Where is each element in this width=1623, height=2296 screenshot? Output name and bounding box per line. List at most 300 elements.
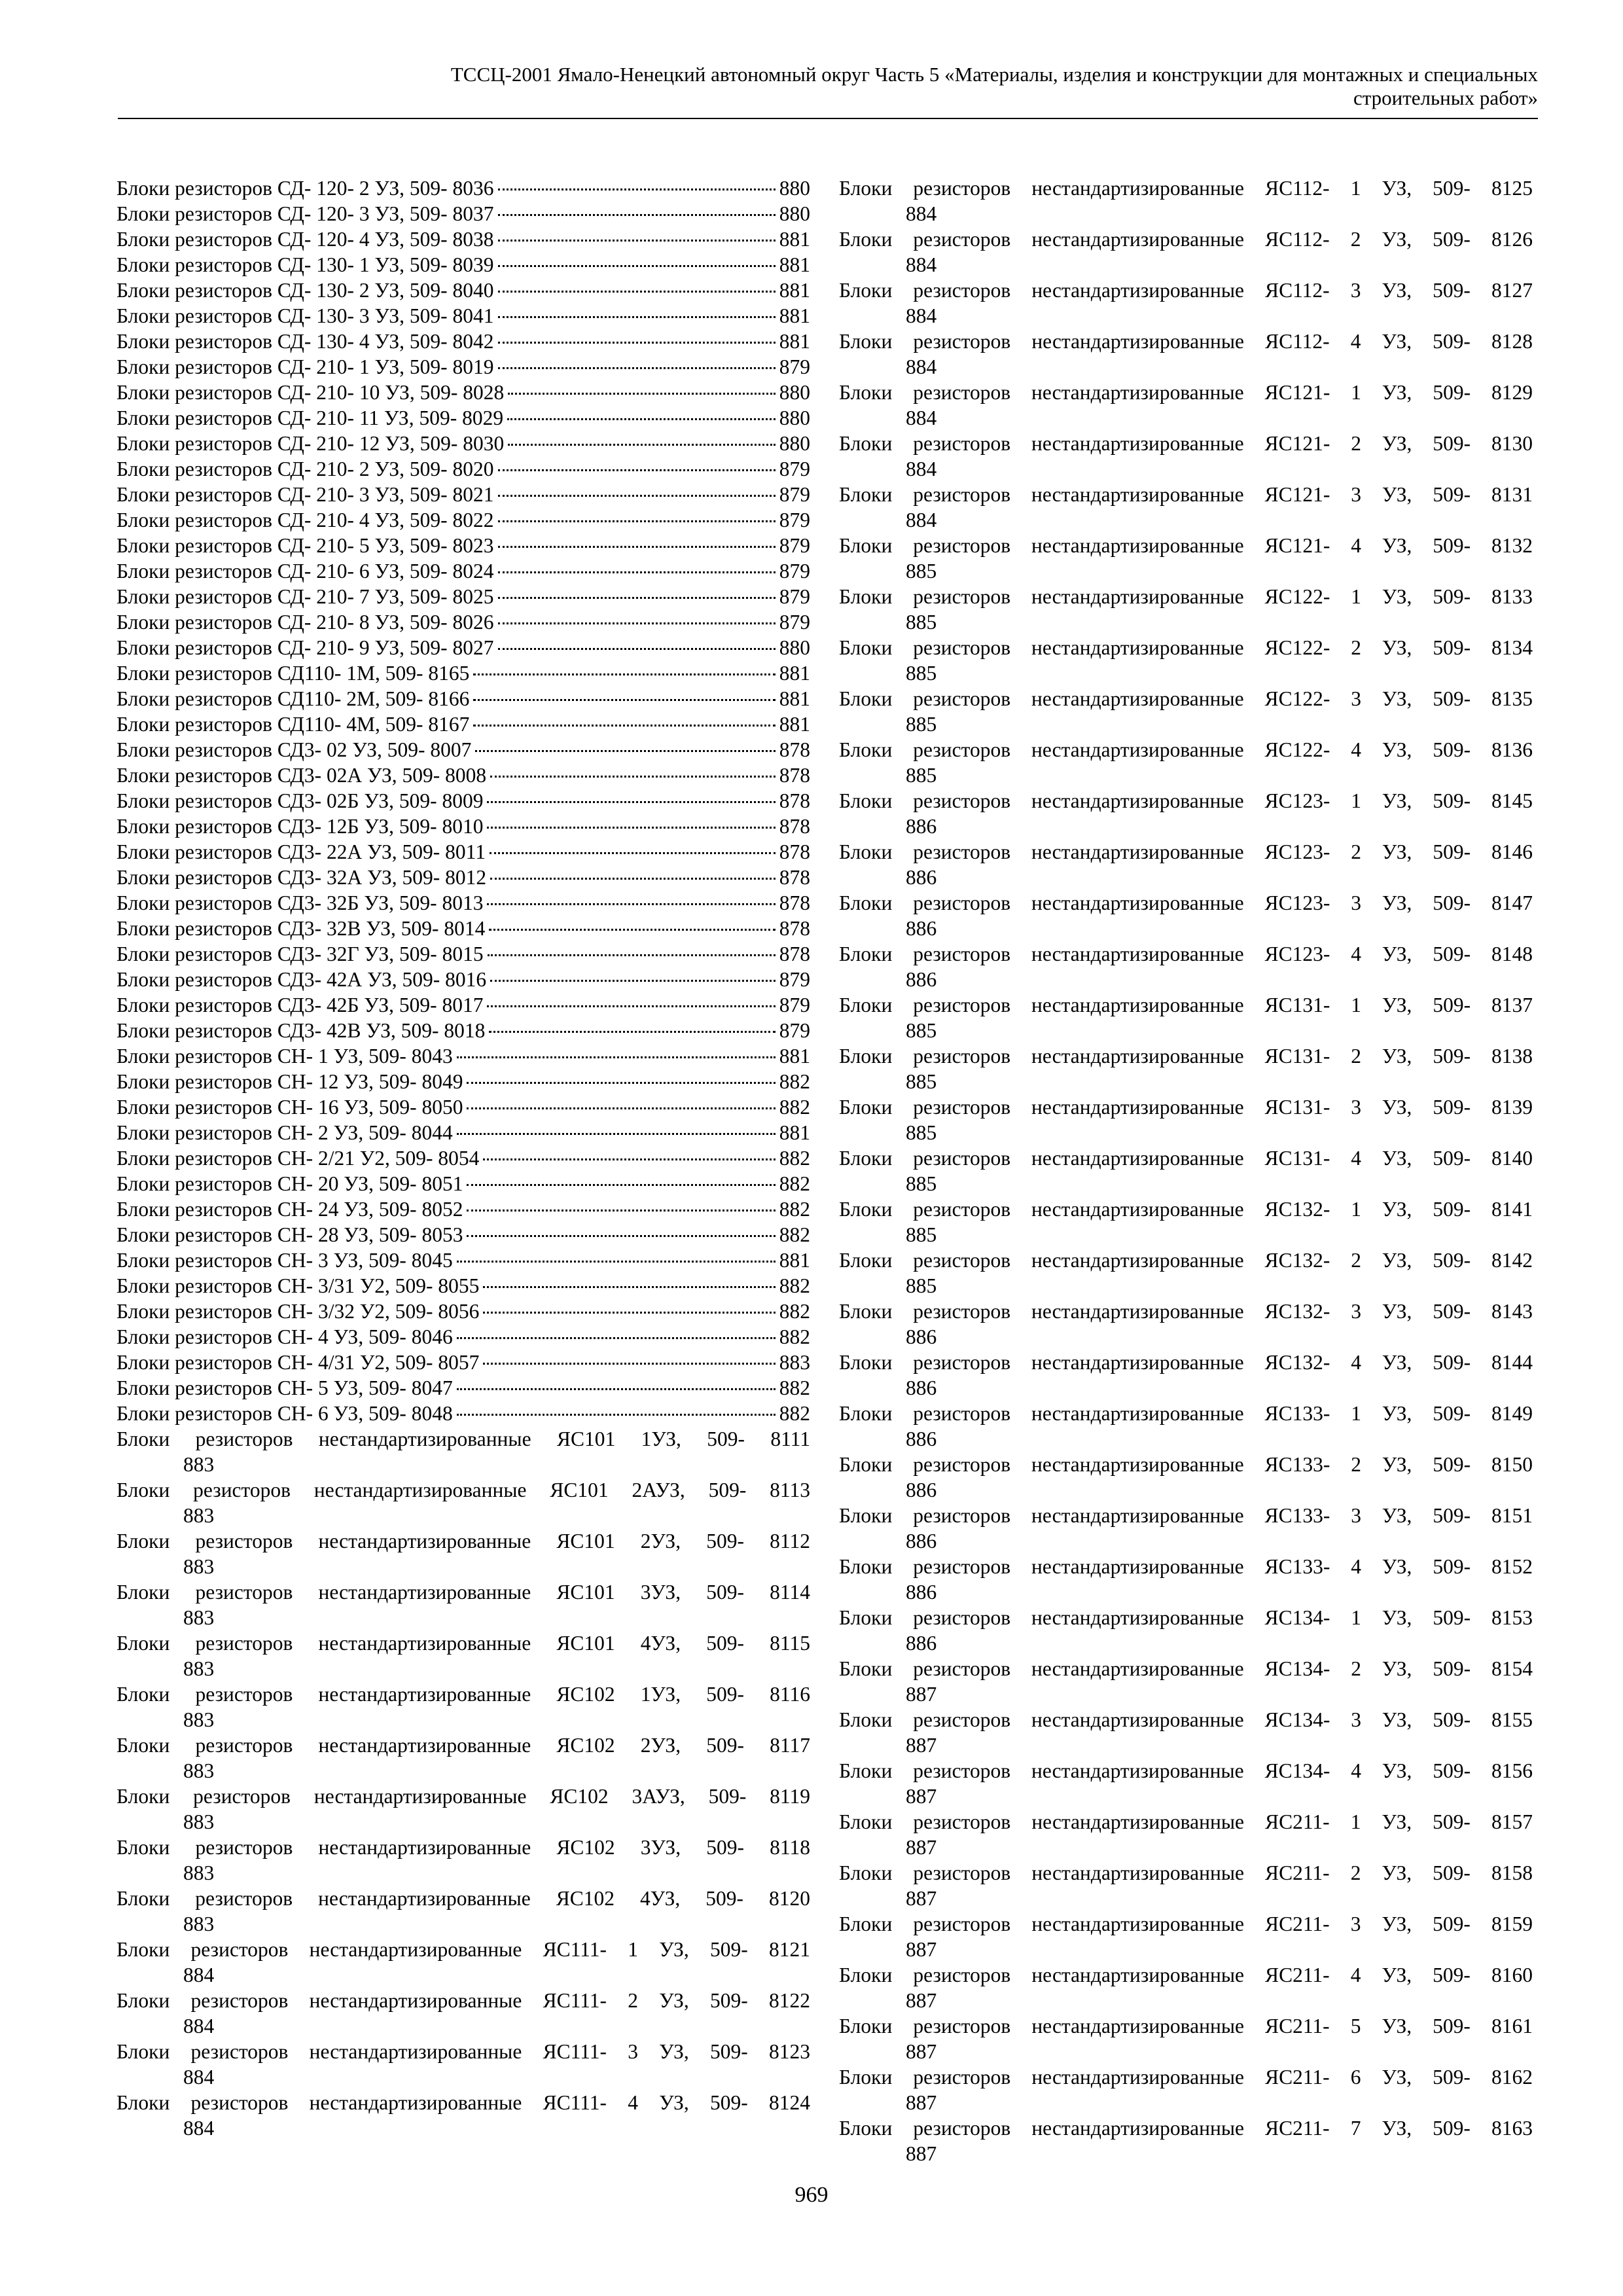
index-entry: [116, 1681, 810, 1732]
entry-text: Блоки резисторов нестандартизированные ЯС111- 1 УЗ, 509- 8121: [116, 1938, 810, 1961]
index-entry: [116, 609, 810, 635]
entry-text: Блоки резисторов СД3- 02 УЗ, 509- 8007: [116, 738, 472, 761]
entry-page-ref: 883: [183, 1657, 215, 1680]
entry-text: Блоки резисторов нестандартизированные ЯС102 3АУЗ, 509- 8119: [116, 1785, 810, 1808]
entry-text: Блоки резисторов СН- 3 УЗ, 509- 8045: [116, 1249, 453, 1272]
index-entry: [839, 1401, 1533, 1452]
dot-leader: [489, 929, 775, 931]
index-entry: [839, 175, 1533, 226]
entry-page-ref: 883: [183, 1810, 215, 1833]
entry-text: Блоки резисторов нестандартизированные ЯС123- 3 УЗ, 509- 8147: [839, 891, 1533, 914]
dot-leader: [483, 1158, 775, 1160]
index-entry: [116, 507, 810, 533]
index-entry: [116, 252, 810, 278]
index-entry: [839, 2115, 1533, 2166]
entry-page-ref: 879: [779, 560, 810, 583]
dot-leader: [498, 648, 776, 650]
entry-text: Блоки резисторов СД- 210- 11 УЗ, 509- 8029: [116, 406, 504, 429]
entry-page-ref: 886: [906, 1325, 937, 1348]
entry-page-ref: 884: [906, 202, 937, 225]
dot-leader: [498, 367, 776, 369]
entry-page-ref: 878: [779, 764, 810, 787]
entry-page-ref: 884: [906, 509, 937, 531]
entry-text: Блоки резисторов нестандартизированные ЯС211- 3 УЗ, 509- 8159: [839, 1912, 1533, 1935]
entry-page-ref: 878: [779, 789, 810, 812]
entry-page-ref: 887: [906, 1887, 937, 1910]
index-entry: [116, 1043, 810, 1069]
index-entry: [116, 1145, 810, 1171]
entry-text: Блоки резисторов нестандартизированные ЯС102 1УЗ, 509- 8116: [116, 1683, 810, 1706]
entry-page-ref: 885: [906, 662, 937, 685]
entry-page-ref: 879: [779, 611, 810, 634]
entry-page-ref: 878: [779, 917, 810, 940]
entry-text: Блоки резисторов нестандартизированные ЯС211- 2 УЗ, 509- 8158: [839, 1861, 1533, 1884]
index-entry: [839, 686, 1533, 737]
entry-text: Блоки резисторов нестандартизированные ЯС123- 2 УЗ, 509- 8146: [839, 840, 1533, 863]
entry-text: Блоки резисторов нестандартизированные ЯС112- 1 УЗ, 509- 8125: [839, 177, 1533, 200]
entry-page-ref: 884: [906, 406, 937, 429]
dot-leader: [467, 1235, 775, 1237]
entry-page-ref: 882: [779, 1096, 810, 1119]
entry-page-ref: 880: [779, 202, 810, 225]
index-entry: [116, 635, 810, 660]
dot-leader: [475, 750, 775, 752]
dot-leader: [457, 1056, 776, 1058]
index-entry: [116, 431, 810, 456]
entry-page-ref: 886: [906, 917, 937, 940]
entry-text: Блоки резисторов нестандартизированные ЯС133- 2 УЗ, 509- 8150: [839, 1453, 1533, 1476]
dot-leader: [457, 1337, 776, 1339]
entry-page-ref: 882: [779, 1172, 810, 1195]
index-entry: [116, 1018, 810, 1043]
entry-text: Блоки резисторов СД- 130- 1 УЗ, 509- 8039: [116, 253, 494, 276]
entry-page-ref: 887: [906, 1989, 937, 2012]
index-entry: [839, 1860, 1533, 1911]
index-entry: [839, 1503, 1533, 1554]
dot-leader: [467, 1107, 775, 1109]
index-entry: [116, 916, 810, 941]
entry-text: Блоки резисторов СД3- 02А УЗ, 509- 8008: [116, 764, 487, 787]
entry-text: Блоки резисторов СН- 12 УЗ, 509- 8049: [116, 1070, 463, 1093]
entry-text: Блоки резисторов СД- 130- 4 УЗ, 509- 8042: [116, 330, 494, 353]
entry-text: Блоки резисторов СД3- 32В УЗ, 509- 8014: [116, 917, 486, 940]
index-entry: [116, 2039, 810, 2090]
index-entry: [116, 1784, 810, 1835]
entry-text: Блоки резисторов нестандартизированные ЯС211- 7 УЗ, 509- 8163: [839, 2117, 1533, 2140]
dot-leader: [487, 801, 775, 803]
index-entry: [839, 788, 1533, 839]
entry-page-ref: 881: [779, 713, 810, 736]
dot-leader: [498, 240, 776, 242]
entry-text: Блоки резисторов нестандартизированные ЯС102 2УЗ, 509- 8117: [116, 1734, 810, 1757]
index-entry: [839, 1962, 1533, 2013]
entry-page-ref: 880: [779, 406, 810, 429]
index-entry: [116, 1886, 810, 1937]
entry-page-ref: 878: [779, 815, 810, 838]
index-entry: [116, 380, 810, 405]
entry-text: Блоки резисторов СД- 210- 4 УЗ, 509- 8022: [116, 509, 494, 531]
index-entry: [116, 329, 810, 354]
entry-page-ref: 878: [779, 738, 810, 761]
entry-text: Блоки резисторов нестандартизированные ЯС123- 4 УЗ, 509- 8148: [839, 942, 1533, 965]
entry-page-ref: 887: [906, 2040, 937, 2063]
entry-page-ref: 879: [779, 457, 810, 480]
entry-text: Блоки резисторов СД- 210- 10 УЗ, 509- 8028: [116, 381, 505, 404]
index-entry: [116, 1579, 810, 1630]
index-entry: [116, 762, 810, 788]
entry-page-ref: 878: [779, 840, 810, 863]
dot-leader: [498, 291, 776, 293]
index-entry: [839, 1707, 1533, 1758]
entry-page-ref: 882: [779, 1300, 810, 1323]
entry-text: Блоки резисторов СН- 6 УЗ, 509- 8048: [116, 1402, 453, 1425]
entry-text: Блоки резисторов нестандартизированные ЯС132- 3 УЗ, 509- 8143: [839, 1300, 1533, 1323]
entry-page-ref: 886: [906, 1530, 937, 1552]
entry-text: Блоки резисторов СД3- 22А УЗ, 509- 8011: [116, 840, 486, 863]
index-entry: [116, 584, 810, 609]
entry-text: Блоки резисторов нестандартизированные ЯС102 4УЗ, 509- 8120: [116, 1887, 810, 1910]
entry-text: Блоки резисторов нестандартизированные ЯС122- 2 УЗ, 509- 8134: [839, 636, 1533, 659]
entry-text: Блоки резисторов нестандартизированные ЯС122- 3 УЗ, 509- 8135: [839, 687, 1533, 710]
entry-text: Блоки резисторов СД3- 32Г УЗ, 509- 8015: [116, 942, 484, 965]
entry-text: Блоки резисторов СД- 120- 2 УЗ, 509- 8036: [116, 177, 494, 200]
index-entry: [116, 1299, 810, 1324]
index-entry: [839, 1196, 1533, 1247]
index-entry: [116, 2090, 810, 2141]
entry-page-ref: 886: [906, 1479, 937, 1501]
dot-leader: [498, 316, 776, 318]
index-entry: [839, 2013, 1533, 2064]
entry-page-ref: 885: [906, 611, 937, 634]
entry-page-ref: 884: [183, 2117, 215, 2140]
dot-leader: [508, 393, 776, 395]
index-entry: [839, 839, 1533, 890]
entry-page-ref: 882: [779, 1274, 810, 1297]
entry-text: Блоки резисторов СН- 4/31 У2, 509- 8057: [116, 1351, 480, 1374]
entry-text: Блоки резисторов СД- 130- 3 УЗ, 509- 8041: [116, 304, 494, 327]
entry-page-ref: 885: [906, 764, 937, 787]
entry-text: Блоки резисторов СН- 28 УЗ, 509- 8053: [116, 1223, 463, 1246]
index-entry: [116, 1171, 810, 1196]
index-entry: [116, 890, 810, 916]
entry-text: Блоки резисторов СД- 210- 5 УЗ, 509- 8023: [116, 534, 494, 557]
entry-text: Блоки резисторов нестандартизированные ЯС132- 1 УЗ, 509- 8141: [839, 1198, 1533, 1221]
index-entry: [839, 329, 1533, 380]
index-entry: [839, 1911, 1533, 1962]
entry-page-ref: 881: [779, 304, 810, 327]
entry-page-ref: 881: [779, 687, 810, 710]
entry-text: Блоки резисторов СД- 210- 12 УЗ, 509- 8030: [116, 432, 505, 455]
index-entry: [839, 890, 1533, 941]
entry-page-ref: 887: [906, 1683, 937, 1706]
entry-text: Блоки резисторов нестандартизированные ЯС111- 4 УЗ, 509- 8124: [116, 2091, 810, 2114]
entry-text: Блоки резисторов СД3- 02Б УЗ, 509- 8009: [116, 789, 484, 812]
entry-text: Блоки резисторов СН- 3/31 У2, 509- 8055: [116, 1274, 480, 1297]
entry-page-ref: 880: [779, 636, 810, 659]
dot-leader: [473, 725, 775, 726]
entry-text: Блоки резисторов нестандартизированные ЯС121- 2 УЗ, 509- 8130: [839, 432, 1533, 455]
entry-page-ref: 886: [906, 1632, 937, 1655]
entry-page-ref: 881: [779, 330, 810, 353]
entry-text: Блоки резисторов СД- 210- 3 УЗ, 509- 8021: [116, 483, 494, 506]
dot-leader: [498, 214, 776, 216]
entry-text: Блоки резисторов нестандартизированные ЯС131- 3 УЗ, 509- 8139: [839, 1096, 1533, 1119]
entry-page-ref: 882: [779, 1070, 810, 1093]
index-entry: [116, 482, 810, 507]
dot-leader: [498, 188, 776, 190]
dot-leader: [467, 1082, 775, 1084]
index-entry: [839, 1758, 1533, 1809]
entry-page-ref: 885: [906, 1121, 937, 1144]
entry-page-ref: 878: [779, 942, 810, 965]
entry-text: Блоки резисторов СД- 120- 4 УЗ, 509- 8038: [116, 228, 494, 251]
entry-page-ref: 886: [906, 1581, 937, 1604]
index-entry: [116, 711, 810, 737]
dot-leader: [457, 1261, 776, 1263]
dot-leader: [457, 1388, 776, 1390]
index-entry: [116, 1350, 810, 1375]
index-entry: [116, 1324, 810, 1350]
entry-page-ref: 882: [779, 1223, 810, 1246]
dot-leader: [498, 571, 776, 573]
dot-leader: [498, 597, 776, 599]
entry-text: Блоки резисторов нестандартизированные ЯС133- 1 УЗ, 509- 8149: [839, 1402, 1533, 1425]
entry-page-ref: 879: [779, 509, 810, 531]
entry-page-ref: 879: [779, 483, 810, 506]
entry-text: Блоки резисторов нестандартизированные ЯС211- 1 УЗ, 509- 8157: [839, 1810, 1533, 1833]
entry-text: Блоки резисторов СН- 2 УЗ, 509- 8044: [116, 1121, 453, 1144]
index-entry: [116, 1120, 810, 1145]
entry-text: Блоки резисторов СД110- 4М, 509- 8167: [116, 713, 470, 736]
entry-text: Блоки резисторов СН- 3/32 У2, 509- 8056: [116, 1300, 480, 1323]
index-entry: [116, 1835, 810, 1886]
entry-text: Блоки резисторов СН- 4 УЗ, 509- 8046: [116, 1325, 453, 1348]
index-entry: [839, 1554, 1533, 1605]
dot-leader: [507, 418, 776, 420]
entry-page-ref: 882: [779, 1376, 810, 1399]
entry-page-ref: 886: [906, 815, 937, 838]
entry-text: Блоки резисторов нестандартизированные ЯС112- 3 УЗ, 509- 8127: [839, 279, 1533, 302]
entry-text: Блоки резисторов СН- 5 УЗ, 509- 8047: [116, 1376, 453, 1399]
index-entry: [839, 1043, 1533, 1094]
index-entry: [839, 1350, 1533, 1401]
entry-page-ref: 881: [779, 1249, 810, 1272]
dot-leader: [473, 699, 775, 701]
entry-text: Блоки резисторов нестандартизированные ЯС112- 4 УЗ, 509- 8128: [839, 330, 1533, 353]
entry-page-ref: 884: [183, 1964, 215, 1986]
dot-leader: [498, 622, 776, 624]
entry-text: Блоки резисторов СД3- 12Б УЗ, 509- 8010: [116, 815, 484, 838]
entry-page-ref: 882: [779, 1402, 810, 1425]
header-rule: [118, 118, 1538, 119]
index-entry: [839, 941, 1533, 992]
entry-page-ref: 883: [183, 1606, 215, 1629]
dot-leader: [498, 342, 776, 344]
entry-page-ref: 887: [906, 1836, 937, 1859]
entry-text: Блоки резисторов СН- 2/21 У2, 509- 8054: [116, 1147, 480, 1170]
entry-page-ref: 885: [906, 1070, 937, 1093]
index-entry: [839, 1299, 1533, 1350]
entry-text: Блоки резисторов нестандартизированные ЯС131- 4 УЗ, 509- 8140: [839, 1147, 1533, 1170]
index-entry: [839, 1605, 1533, 1656]
entry-page-ref: 887: [906, 2142, 937, 2165]
entry-text: Блоки резисторов СН- 20 УЗ, 509- 8051: [116, 1172, 463, 1195]
index-entry: [839, 380, 1533, 431]
index-entry: [116, 1375, 810, 1401]
index-entry: [116, 405, 810, 431]
index-entry: [839, 1452, 1533, 1503]
entry-text: Блоки резисторов нестандартизированные ЯС121- 4 УЗ, 509- 8132: [839, 534, 1533, 557]
index-entry: [116, 1196, 810, 1222]
entry-text: Блоки резисторов нестандартизированные ЯС211- 6 УЗ, 509- 8162: [839, 2066, 1533, 2089]
entry-page-ref: 885: [906, 1019, 937, 1042]
index-entry: [116, 1247, 810, 1273]
index-entry: [116, 788, 810, 814]
index-entry: [116, 660, 810, 686]
entry-page-ref: 881: [779, 279, 810, 302]
entry-page-ref: 882: [779, 1147, 810, 1170]
entry-text: Блоки резисторов нестандартизированные ЯС134- 2 УЗ, 509- 8154: [839, 1657, 1533, 1680]
entry-page-ref: 884: [183, 2066, 215, 2089]
index-entry: [116, 1401, 810, 1426]
index-entry: [839, 635, 1533, 686]
entry-page-ref: 885: [906, 1172, 937, 1195]
index-entry: [116, 533, 810, 558]
entry-page-ref: 878: [779, 866, 810, 889]
entry-text: Блоки резисторов нестандартизированные ЯС132- 2 УЗ, 509- 8142: [839, 1249, 1533, 1272]
index-column-right: [839, 175, 1533, 2166]
entry-page-ref: 879: [779, 355, 810, 378]
dot-leader: [488, 954, 776, 956]
entry-text: Блоки резисторов нестандартизированные ЯС134- 4 УЗ, 509- 8156: [839, 1759, 1533, 1782]
index-entry: [116, 1630, 810, 1681]
entry-page-ref: 884: [906, 355, 937, 378]
entry-text: Блоки резисторов нестандартизированные ЯС211- 5 УЗ, 509- 8161: [839, 2015, 1533, 2037]
index-entry: [116, 303, 810, 329]
entry-page-ref: 881: [779, 662, 810, 685]
index-entry: [116, 1426, 810, 1477]
entry-text: Блоки резисторов СД3- 42А УЗ, 509- 8016: [116, 968, 487, 991]
index-entry: [116, 1988, 810, 2039]
entry-page-ref: 886: [906, 968, 937, 991]
entry-text: Блоки резисторов нестандартизированные ЯС101 4УЗ, 509- 8115: [116, 1632, 810, 1655]
entry-text: Блоки резисторов СД- 210- 6 УЗ, 509- 8024: [116, 560, 494, 583]
entry-text: Блоки резисторов СН- 1 УЗ, 509- 8043: [116, 1045, 453, 1067]
entry-page-ref: 881: [779, 1121, 810, 1144]
entry-page-ref: 883: [183, 1912, 215, 1935]
entry-page-ref: 886: [906, 866, 937, 889]
entry-text: Блоки резисторов нестандартизированные ЯС101 1УЗ, 509- 8111: [116, 1427, 810, 1450]
index-entry: [116, 1732, 810, 1784]
entry-page-ref: 886: [906, 1376, 937, 1399]
dot-leader: [498, 469, 776, 471]
entry-text: Блоки резисторов СД- 210- 9 УЗ, 509- 8027: [116, 636, 494, 659]
entry-page-ref: 884: [906, 253, 937, 276]
index-entry: [116, 1273, 810, 1299]
index-entry: [839, 226, 1533, 278]
entry-text: Блоки резисторов нестандартизированные ЯС121- 1 УЗ, 509- 8129: [839, 381, 1533, 404]
entry-page-ref: 886: [906, 1427, 937, 1450]
entry-page-ref: 887: [906, 1734, 937, 1757]
entry-page-ref: 882: [779, 1325, 810, 1348]
entry-text: Блоки резисторов нестандартизированные ЯС111- 2 УЗ, 509- 8122: [116, 1989, 810, 2012]
dot-leader: [490, 776, 776, 778]
index-entry: [839, 584, 1533, 635]
entry-text: Блоки резисторов нестандартизированные ЯС122- 4 УЗ, 509- 8136: [839, 738, 1533, 761]
index-entry: [116, 354, 810, 380]
entry-page-ref: 884: [906, 304, 937, 327]
dot-leader: [490, 980, 776, 982]
entry-page-ref: 883: [183, 1555, 215, 1578]
entry-page-ref: 885: [906, 713, 937, 736]
dot-leader: [473, 673, 775, 675]
entry-page-ref: 884: [183, 2015, 215, 2037]
entry-text: Блоки резисторов нестандартизированные ЯС133- 4 УЗ, 509- 8152: [839, 1555, 1533, 1578]
index-entry: [116, 1937, 810, 1988]
entry-page-ref: 880: [779, 432, 810, 455]
entry-page-ref: 885: [906, 1223, 937, 1246]
entry-page-ref: 883: [779, 1351, 810, 1374]
entry-page-ref: 884: [906, 457, 937, 480]
entry-text: Блоки резисторов нестандартизированные ЯС123- 1 УЗ, 509- 8145: [839, 789, 1533, 812]
dot-leader: [508, 444, 776, 446]
entry-text: Блоки резисторов СН- 16 УЗ, 509- 8050: [116, 1096, 463, 1119]
dot-leader: [487, 827, 775, 829]
dot-leader: [487, 1005, 775, 1007]
entry-page-ref: 880: [779, 381, 810, 404]
index-entry: [116, 686, 810, 711]
entry-text: Блоки резисторов СД3- 42Б УЗ, 509- 8017: [116, 994, 484, 1016]
index-entry: [116, 1069, 810, 1094]
entry-page-ref: 881: [779, 228, 810, 251]
entry-text: Блоки резисторов нестандартизированные ЯС134- 1 УЗ, 509- 8153: [839, 1606, 1533, 1629]
entry-page-ref: 878: [779, 891, 810, 914]
entry-text: Блоки резисторов нестандартизированные ЯС121- 3 УЗ, 509- 8131: [839, 483, 1533, 506]
entry-text: Блоки резисторов СД- 130- 2 УЗ, 509- 8040: [116, 279, 494, 302]
index-entry: [116, 1094, 810, 1120]
entry-page-ref: 885: [906, 560, 937, 583]
entry-page-ref: 879: [779, 968, 810, 991]
entry-text: Блоки резисторов СД- 210- 8 УЗ, 509- 8026: [116, 611, 494, 634]
page-number: 969: [794, 2183, 829, 2207]
index-entry: [839, 278, 1533, 329]
index-entry: [839, 1809, 1533, 1860]
entry-page-ref: 879: [779, 1019, 810, 1042]
dot-leader: [487, 903, 775, 905]
entry-text: Блоки резисторов СД- 210- 2 УЗ, 509- 8020: [116, 457, 494, 480]
index-entry: [116, 737, 810, 762]
index-entry: [116, 226, 810, 252]
dot-leader: [467, 1184, 775, 1186]
entry-text: Блоки резисторов СД3- 42В УЗ, 509- 8018: [116, 1019, 486, 1042]
entry-page-ref: 880: [779, 177, 810, 200]
index-entry: [116, 814, 810, 839]
entry-page-ref: 887: [906, 1785, 937, 1808]
index-entry: [839, 992, 1533, 1043]
entry-text: Блоки резисторов нестандартизированные ЯС131- 1 УЗ, 509- 8137: [839, 994, 1533, 1016]
entry-page-ref: 885: [906, 1274, 937, 1297]
index-entry: [116, 1222, 810, 1247]
entry-text: Блоки резисторов СД110- 2М, 509- 8166: [116, 687, 470, 710]
dot-leader: [457, 1133, 776, 1135]
dot-leader: [498, 495, 776, 497]
index-entry: [839, 431, 1533, 482]
entry-page-ref: 883: [183, 1708, 215, 1731]
index-entry: [839, 533, 1533, 584]
entry-text: Блоки резисторов нестандартизированные ЯС101 2АУЗ, 509- 8113: [116, 1479, 810, 1501]
entry-page-ref: 881: [779, 253, 810, 276]
index-entry: [116, 992, 810, 1018]
